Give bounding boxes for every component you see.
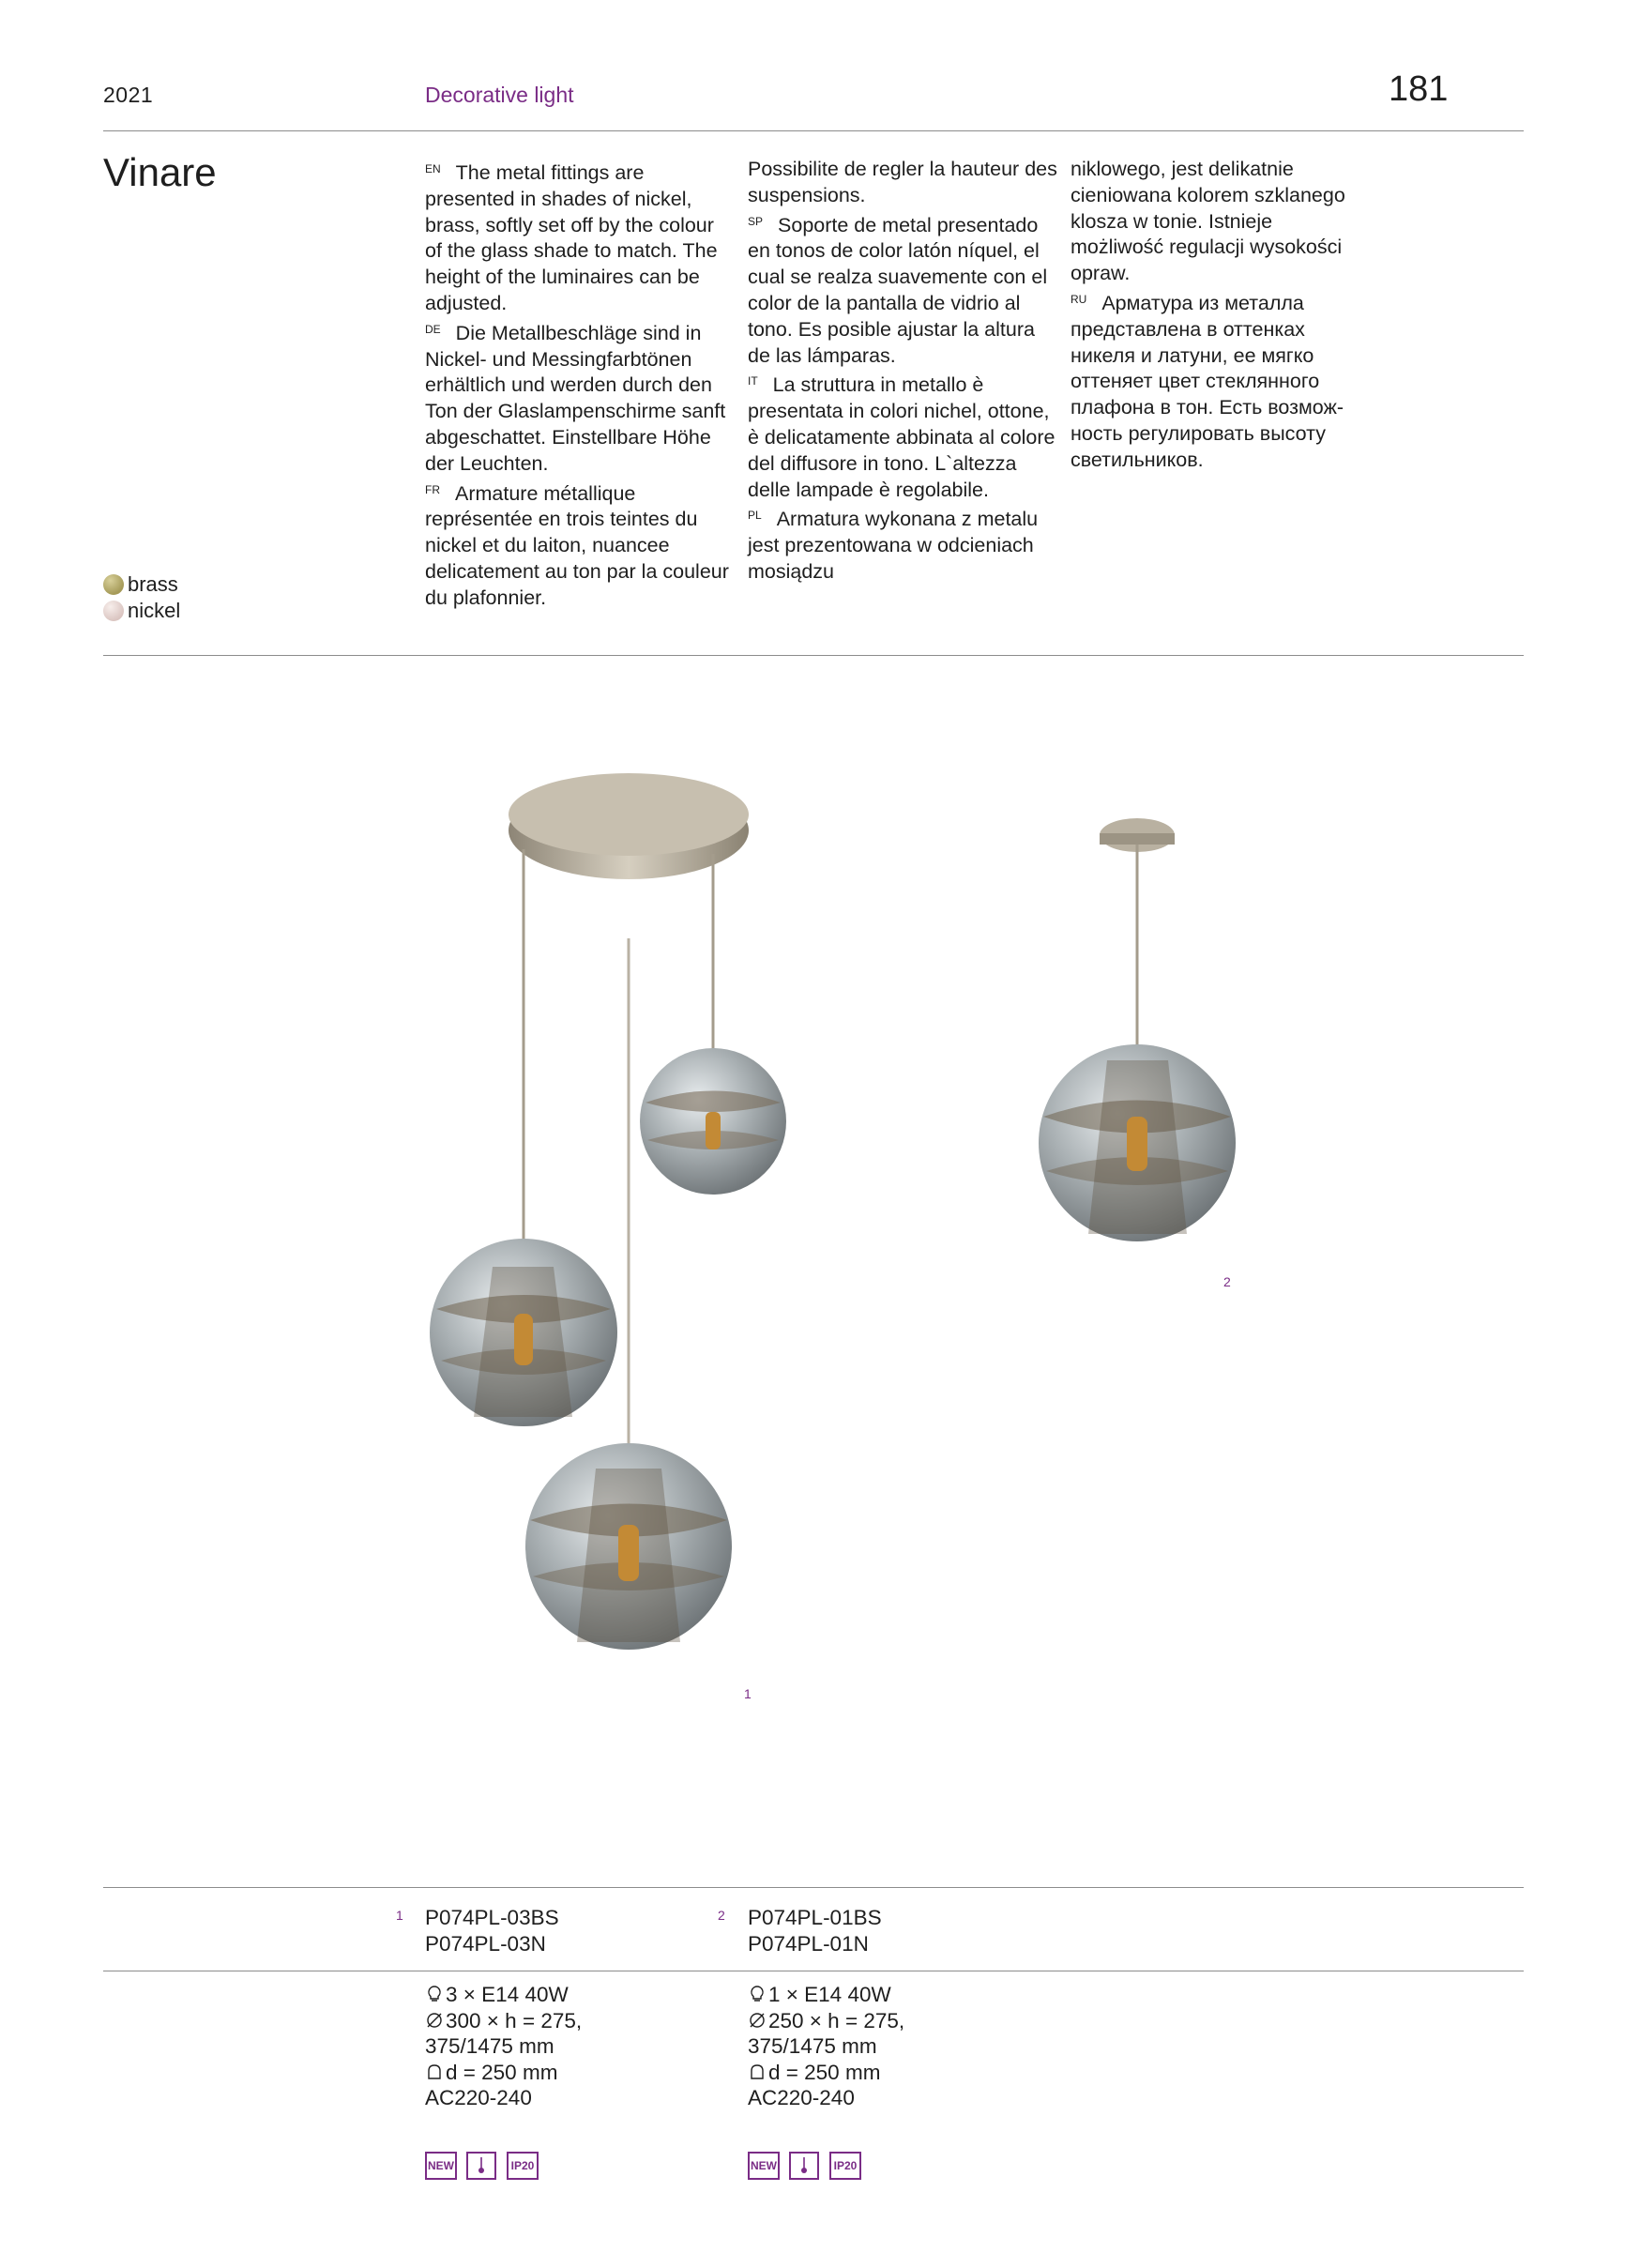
description-column-1 — [425, 157, 735, 612]
description-pl-cont: niklowego, jest delikatnie cieniowana kolorem szklanego klosza w tonie. Istnieje możliwość regulacji wysokości opraw. — [1071, 158, 1345, 285]
canopy-icon — [425, 2063, 444, 2081]
diameter-icon — [748, 2011, 767, 2030]
description-column-3 — [1071, 157, 1371, 474]
finish-nickel: nickel — [103, 599, 180, 623]
photo-1-number: 1 — [744, 1686, 752, 1701]
description-column-2 — [748, 157, 1057, 586]
description-en: $^{EN}$ The metal fittings are presented in shades of nickel, brass, softly set off by the colour of the glass shade to match. The height of the luminaires can be adjusted. — [425, 161, 718, 314]
catalog-year: 2021 — [103, 83, 154, 107]
new-badge: NEW — [748, 2152, 780, 2180]
product-name: Vinare — [103, 150, 217, 194]
section-rule — [103, 655, 1524, 656]
description-pl: $^{PL}$ Armatura wykonana z metalu jest prezentowana w odcieniach mosiądzu — [748, 508, 1039, 583]
model-2-specs: 1 × E14 40W 250 × h = 275, 375/1475 mm d = 250 mm AC220-240 — [748, 1983, 905, 2109]
photo-2-number: 2 — [1223, 1274, 1231, 1289]
ip20-badge: IP20 — [507, 2152, 539, 2180]
model-1-codes — [425, 1905, 559, 1956]
model-2-codes — [748, 1905, 882, 1956]
model-code: P074PL-01BS — [748, 1906, 882, 1929]
model-code: P074PL-03BS — [425, 1906, 559, 1929]
model-1-number: 1 — [396, 1908, 403, 1923]
diameter-icon — [425, 2011, 444, 2030]
finish-brass: brass — [103, 572, 178, 597]
description-fr-cont: Possibilite de regler la hauteur des suspensions. — [748, 158, 1057, 206]
model-code: P074PL-01N — [748, 1931, 869, 1956]
pendant-3-lights-image — [413, 769, 788, 1680]
description-de: $^{DE}$ Die Metallbeschläge sind in Nickel- und Messingfarbtönen erhältlich und werden durch den Ton der Glaslampenschirme sanft abgeschattet. Einstellbare Höhe der Leuchten. — [425, 321, 726, 475]
description-sp: $^{SP}$ Soporte de metal presentado en tonos de color latón níquel, el cual se realza suavemente con el color de la pantalla de vidrio al tono. Es posible ajustar la altura de las lámparas. — [748, 213, 1048, 367]
bulb-icon — [748, 1985, 767, 2003]
pendant-icon — [789, 2152, 819, 2180]
page-number: 181 — [1389, 69, 1449, 109]
pendant-icon — [466, 2152, 496, 2180]
section-title: Decorative light — [425, 83, 574, 107]
pendant-single-light-image — [1032, 807, 1257, 1267]
brass-swatch — [103, 574, 124, 595]
canopy-icon — [748, 2063, 767, 2081]
model-code: P074PL-03N — [425, 1931, 546, 1956]
description-ru: $^{RU}$ Арматура из металла представлена в оттенках никеля и латуни, ее мягко оттеняет цвет стеклянного плафона в тон. Есть возмож-ность регулировать высоту светильников. — [1071, 291, 1344, 471]
description-it: $^{IT}$ La struttura in metallo è presentata in colori nichel, ottone, è delicatamente abbinata al colore del diffusore in tono. L`altezza delle lampade è regolabile. — [748, 373, 1055, 501]
bulb-icon — [425, 1985, 444, 2003]
nickel-swatch — [103, 601, 124, 621]
header-rule — [103, 130, 1524, 131]
model-1-specs: 3 × E14 40W 300 × h = 275, 375/1475 mm d = 250 mm AC220-240 — [425, 1983, 583, 2109]
model-2-number: 2 — [718, 1908, 725, 1923]
ip20-badge: IP20 — [829, 2152, 861, 2180]
models-rule-top — [103, 1887, 1524, 1888]
description-fr: $^{FR}$ Armature métallique représentée en trois teintes du nickel et du laiton, nuancee delicatement au ton par la couleur du plafonnier. — [425, 481, 729, 609]
new-badge: NEW — [425, 2152, 457, 2180]
